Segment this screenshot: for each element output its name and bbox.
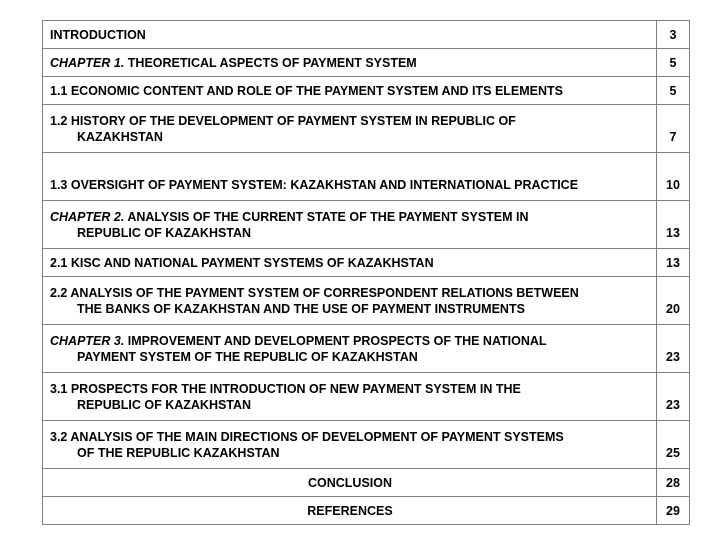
toc-entry-text-continued: REPUBLIC OF KAZAKHSTAN [77, 226, 252, 240]
toc-entry-text: INTRODUCTION [50, 27, 146, 42]
toc-entry-text: REFERENCES [307, 503, 393, 518]
toc-entry-page: 25 [657, 421, 690, 469]
toc-entry-page: 13 [657, 249, 690, 277]
toc-row-chapter-2[interactable] [43, 201, 690, 249]
toc-entry-text: 3.2 ANALYSIS OF THE MAIN DIRECTIONS OF DEVELOPMENT OF PAYMENT SYSTEMS [50, 430, 564, 444]
toc-entry-title [43, 325, 657, 373]
toc-entry-page: 5 [657, 49, 690, 77]
toc-entry-title [43, 153, 657, 201]
toc-entry-title [43, 105, 657, 153]
chapter-label: CHAPTER 3. [50, 334, 125, 348]
toc-entry-page: 3 [657, 21, 690, 49]
toc-row-1-2[interactable] [43, 105, 690, 153]
toc-entry-title [43, 249, 657, 277]
toc-row-1-3[interactable] [43, 153, 690, 201]
chapter-label: CHAPTER 1. [50, 55, 125, 70]
toc-entry-text-continued: REPUBLIC OF KAZAKHSTAN [77, 398, 252, 412]
toc-row-3-1[interactable] [43, 373, 690, 421]
toc-row-3-2[interactable] [43, 421, 690, 469]
toc-entry-page: 23 [657, 373, 690, 421]
toc-entry-page: 28 [657, 469, 690, 497]
toc-row-references[interactable] [43, 497, 690, 525]
toc-entry-page: 23 [657, 325, 690, 373]
toc-entry-text: 1.3 OVERSIGHT OF PAYMENT SYSTEM: KAZAKHSTAN AND INTERNATIONAL PRACTICE [50, 178, 579, 192]
toc-entry-text-continued: KAZAKHSTAN [77, 130, 163, 144]
toc-entry-text: 1.2 HISTORY OF THE DEVELOPMENT OF PAYMENT SYSTEM IN REPUBLIC OF [50, 114, 516, 128]
toc-entry-title [43, 49, 657, 77]
toc-entry-text: 1.1 ECONOMIC CONTENT AND ROLE OF THE PAYMENT SYSTEM AND ITS ELEMENTS [50, 83, 564, 98]
toc-row-conclusion[interactable] [43, 469, 690, 497]
toc-entry-text: CONCLUSION [307, 475, 393, 490]
toc-entry-title [43, 77, 657, 105]
toc-row-introduction[interactable] [43, 21, 690, 49]
toc-entry-title [43, 277, 657, 325]
toc-entry-title [43, 421, 657, 469]
toc-row-chapter-1[interactable] [43, 49, 690, 77]
toc-entry-page: 20 [657, 277, 690, 325]
toc-entry-title [43, 469, 657, 497]
table-of-contents [42, 20, 690, 525]
toc-row-1-1[interactable] [43, 77, 690, 105]
toc-entry-text-continued: PAYMENT SYSTEM OF THE REPUBLIC OF KAZAKHSTAN [77, 350, 418, 364]
toc-row-2-1[interactable] [43, 249, 690, 277]
toc-entry-page: 5 [657, 77, 690, 105]
toc-entry-title [43, 201, 657, 249]
chapter-label: CHAPTER 2. [50, 210, 125, 224]
toc-entry-page: 13 [657, 201, 690, 249]
toc-entry-text: THEORETICAL ASPECTS OF PAYMENT SYSTEM [124, 55, 417, 70]
toc-entry-text: IMPROVEMENT AND DEVELOPMENT PROSPECTS OF THE NATIONAL [124, 334, 547, 348]
toc-entry-title [43, 373, 657, 421]
toc-entry-title [43, 21, 657, 49]
toc-entry-page: 10 [657, 153, 690, 201]
toc-entry-text-continued: THE BANKS OF KAZAKHSTAN AND THE USE OF PAYMENT INSTRUMENTS [77, 302, 525, 316]
toc-row-2-2[interactable] [43, 277, 690, 325]
toc-entry-text-continued: OF THE REPUBLIC KAZAKHSTAN [77, 446, 280, 460]
toc-entry-text: ANALYSIS OF THE CURRENT STATE OF THE PAYMENT SYSTEM IN [124, 210, 529, 224]
toc-entry-title [43, 497, 657, 525]
toc-entry-text: 2.2 ANALYSIS OF THE PAYMENT SYSTEM OF CORRESPONDENT RELATIONS BETWEEN [50, 286, 579, 300]
toc-entry-text: 3.1 PROSPECTS FOR THE INTRODUCTION OF NEW PAYMENT SYSTEM IN THE [50, 382, 521, 396]
toc-entry-page: 7 [657, 105, 690, 153]
toc-entry-text: 2.1 KISC AND NATIONAL PAYMENT SYSTEMS OF KAZAKHSTAN [50, 255, 434, 270]
toc-entry-page: 29 [657, 497, 690, 525]
toc-row-chapter-3[interactable] [43, 325, 690, 373]
